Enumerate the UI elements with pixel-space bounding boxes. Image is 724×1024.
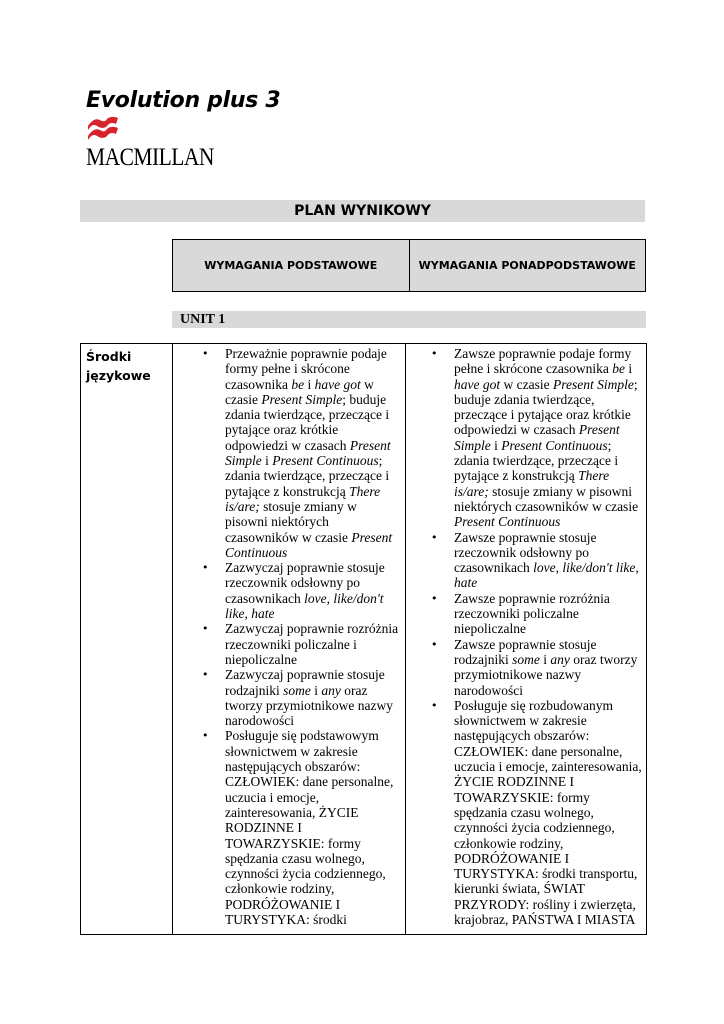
macmillan-wordmark: MACMILLAN: [86, 144, 214, 171]
list-item-text: ; buduje zdania twierdzące, przeczące i pytające oraz krótkie odpowiedzi w czasach: [454, 376, 638, 438]
plan-title: PLAN WYNIKOWY: [80, 200, 645, 222]
list-item-text: ; zdania twierdzące, przeczące i pytające z konstrukcją: [454, 437, 619, 484]
list-item-text: Present Simple: [225, 437, 391, 469]
requirements-header: [172, 239, 646, 292]
advanced-requirements-cell: [406, 344, 646, 934]
list-item-text: be: [291, 376, 305, 392]
list-item-text: any: [550, 651, 570, 667]
list-item-text: w czasie: [225, 376, 374, 407]
list-item: [225, 621, 401, 667]
list-item-text: stosuje zmiany w pisowni niektórych czasowników w czasie: [225, 498, 357, 545]
section-label-line-1: Środki: [86, 349, 132, 364]
list-item: [454, 591, 642, 637]
list-item-text: love, like/don't like, hate: [454, 560, 639, 591]
requirements-table: [80, 343, 647, 935]
list-item-text: some: [283, 682, 311, 698]
list-item: [225, 560, 401, 621]
list-item-text: Present Continuous: [225, 529, 393, 560]
basic-requirements-list: [173, 344, 405, 927]
list-item-text: Present Simple: [261, 391, 343, 407]
list-item: [454, 637, 642, 698]
list-item-text: Zazwyczaj poprawnie rozróżnia rzeczowniki policzalne i niepoliczalne: [225, 621, 399, 667]
list-item-text: Present Simple: [552, 376, 634, 392]
list-item-text: Zawsze poprawnie podaje formy pełne i skrócone czasownika: [454, 346, 632, 377]
list-item-text: i: [539, 651, 551, 667]
list-item-text: ; buduje zdania twierdzące, przeczące i pytające oraz krótkie odpowiedzi w czasach: [225, 391, 390, 453]
basic-requirements-heading: WYMAGANIA PODSTAWOWE: [204, 259, 378, 272]
list-item-text: Zawsze poprawnie stosuje rodzajniki: [454, 636, 597, 667]
list-item: [225, 346, 401, 560]
list-item-text: Zawsze poprawnie stosuje rzeczownik odsłowny po czasownikach: [454, 529, 597, 576]
list-item-text: Zazwyczaj poprawnie stosuje rzeczownik odsłowny po czasownikach: [225, 560, 385, 606]
list-item-text: i: [261, 453, 273, 469]
list-item-text: stosuje zmiany w pisowni niektórych czasowników w czasie: [454, 483, 639, 514]
list-item-text: i: [490, 437, 502, 453]
list-item-text: Posługuje się rozbudowanym słownictwem w zakresie następujących obszarów: CZŁOWIEK: dane personalne, uczucia i emocje, zainteresowania, ŻYCIE RODZINNE I TOWARZYSKIE: formy spędzania czasu wolnego, czynności życia codziennego, członkowie rodziny, PODRÓŻOWANIE I TURYSTYKA: środki transportu, kierunki świata, ŚWIAT PRZYRODY: rośliny i zwierzęta, krajobraz, PAŃSTWA I MIASTA: [454, 697, 642, 927]
list-item-text: w czasie: [500, 376, 553, 392]
list-item-text: Present Continuous: [454, 514, 561, 530]
advanced-requirements-list: [406, 344, 646, 927]
list-item: [225, 667, 401, 728]
list-item-text: Przeważnie poprawnie podaje formy pełne i skrócone czasownika: [225, 346, 387, 392]
list-item-text: There is/are;: [454, 468, 610, 499]
unit-heading: UNIT 1: [172, 311, 646, 328]
list-item-text: be: [612, 361, 625, 377]
macmillan-logo-icon: [86, 116, 126, 146]
list-item-text: oraz tworzy przymiotnikowe nazwy narodowości: [454, 651, 638, 698]
list-item-text: Present Continuous: [501, 437, 608, 453]
basic-requirements-cell: [173, 344, 406, 934]
document-title: Evolution plus 3: [86, 88, 281, 113]
list-item: [454, 698, 642, 927]
list-item: [454, 530, 642, 591]
list-item-text: some: [512, 651, 540, 667]
advanced-requirements-heading: WYMAGANIA PONADPODSTAWOWE: [409, 240, 646, 291]
list-item: [454, 346, 642, 530]
list-item: [225, 728, 401, 927]
list-item-text: have got: [314, 376, 361, 392]
macmillan-logo: [86, 116, 218, 170]
list-item-text: i: [310, 682, 322, 698]
list-item-text: Present Continuous: [272, 453, 379, 469]
list-item-text: love, like/don't like, hate: [225, 590, 384, 622]
list-item-text: Present Simple: [454, 422, 620, 453]
list-item-text: any: [321, 682, 341, 698]
list-item-text: ; zdania twierdzące, przeczące i pytające z konstrukcją: [225, 453, 390, 499]
section-label-line-2: językowe: [86, 368, 151, 383]
list-item-text: have got: [454, 376, 501, 392]
list-item-text: Zazwyczaj poprawnie stosuje rodzajniki: [225, 667, 385, 698]
list-item-text: i: [624, 361, 633, 377]
list-item-text: oraz tworzy przymiotnikowe nazwy narodowości: [225, 682, 393, 729]
list-item-text: There is/are;: [225, 483, 381, 514]
list-item-text: i: [304, 376, 315, 392]
section-label-cell: [81, 344, 173, 934]
list-item-text: Zawsze poprawnie rozróżnia rzeczowniki policzalne niepoliczalne: [454, 590, 610, 637]
list-item-text: Posługuje się podstawowym słownictwem w zakresie następujących obszarów: CZŁOWIEK: dane personalne, uczucia i emocje, zainteresowania, ŻYCIE RODZINNE I TOWARZYSKIE: formy spędzania czasu wolnego, czynności życia codziennego, członkowie rodziny, PODRÓŻOWANIE I TURYSTYKA: środki: [225, 728, 394, 927]
